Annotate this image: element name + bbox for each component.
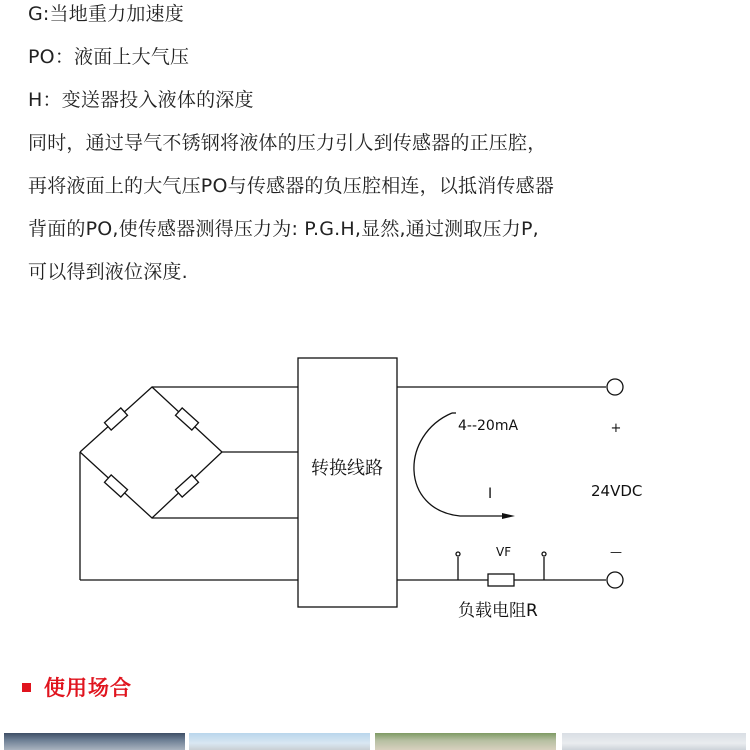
minus-sign: — — [610, 545, 622, 559]
section-title: 使用场合 — [44, 676, 132, 700]
bridge-resistor — [104, 408, 127, 430]
converter-label: 转换线路 — [311, 458, 383, 479]
application-photo — [189, 733, 370, 750]
section-marker-icon — [22, 683, 31, 692]
load-resistor-label: 负载电阻R — [458, 601, 538, 621]
probe-terminal — [542, 552, 546, 556]
bridge-resistor — [175, 408, 198, 430]
probe-terminal — [456, 552, 460, 556]
negative-terminal — [607, 572, 623, 588]
application-photo — [375, 733, 556, 750]
positive-terminal — [607, 379, 623, 395]
plus-sign: + — [610, 421, 622, 436]
paragraph-line: 同时，通过导气不锈钢将液体的压力引人到传感器的正压腔， — [28, 132, 547, 154]
paragraph-line: 可以得到液位深度. — [28, 261, 188, 283]
paragraph-line: H：变送器投入液体的深度 — [28, 89, 254, 111]
application-photo-strip — [0, 733, 750, 750]
circuit-diagram — [0, 340, 750, 630]
application-photo — [4, 733, 185, 750]
paragraph-line: G:当地重力加速度 — [28, 3, 184, 25]
converter-box — [298, 358, 397, 607]
paragraph-line: 背面的PO,使传感器测得压力为: P.G.H,显然,通过测取压力P, — [28, 218, 539, 240]
bridge-wire — [80, 387, 222, 518]
paragraph-line: 再将液面上的大气压PO与传感器的负压腔相连，以抵消传感器 — [28, 175, 555, 197]
voltage-label: VF — [496, 545, 512, 559]
application-photo — [562, 733, 746, 750]
current-symbol: I — [488, 486, 493, 502]
supply-voltage-label: 24VDC — [591, 482, 643, 500]
section-heading — [22, 672, 132, 702]
bridge-resistor — [175, 475, 198, 497]
paragraph-line: PO：液面上大气压 — [28, 46, 190, 68]
description-paragraph — [28, 0, 728, 294]
current-arrow-icon — [502, 513, 515, 519]
current-range-label: 4--20mA — [458, 418, 519, 434]
load-resistor — [488, 574, 514, 586]
bridge-resistor — [104, 475, 127, 497]
